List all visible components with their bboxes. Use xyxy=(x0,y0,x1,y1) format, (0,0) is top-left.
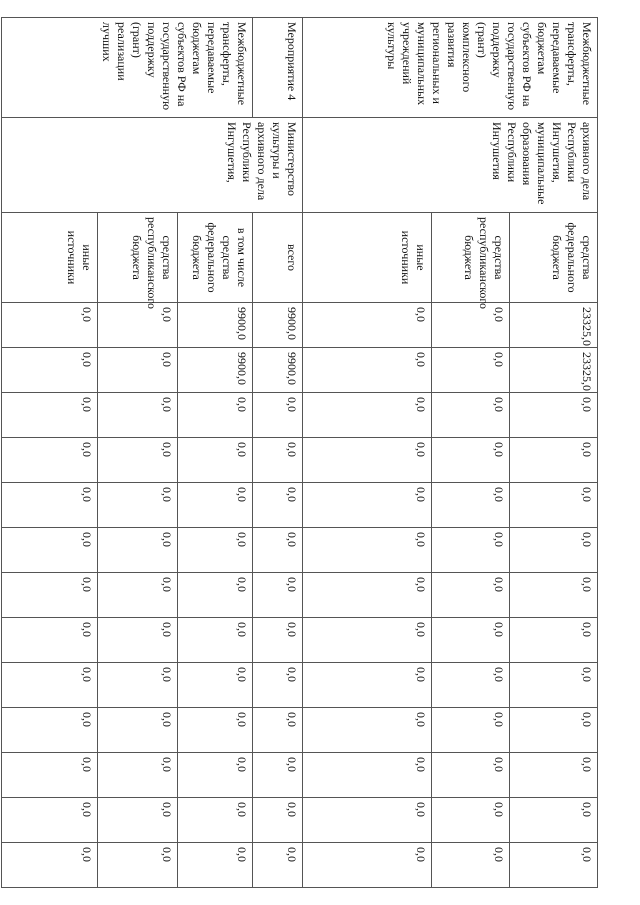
amount-cell: 0,0 xyxy=(432,483,510,528)
funding-source-label: средства федерального бюджета xyxy=(189,222,234,293)
amount-cell: 0,0 xyxy=(178,798,253,843)
funding-source-cell xyxy=(97,213,177,309)
amount-cell: 0,0 xyxy=(510,663,598,708)
amount-cell: 0,0 xyxy=(302,303,431,348)
amount-cell: 0,0 xyxy=(178,753,253,798)
amount-cell: 0,0 xyxy=(432,528,510,573)
amount-cell: 0,0 xyxy=(97,573,177,618)
event-name-cell: Мероприятие 4 xyxy=(252,18,302,118)
amount-cell: 0,0 xyxy=(302,528,431,573)
amount-cell: 0,0 xyxy=(510,438,598,483)
amount-cell: 0,0 xyxy=(178,528,253,573)
amount-cell: 0,0 xyxy=(432,618,510,663)
amount-cell: 0,0 xyxy=(432,753,510,798)
amount-cell: 0,0 xyxy=(252,393,302,438)
funding-source-cell xyxy=(252,213,302,303)
amount-cell: 0,0 xyxy=(97,843,177,888)
amount-cell: 0,0 xyxy=(2,483,98,528)
amount-cell: 9900,0 xyxy=(252,348,302,393)
amount-cell: 0,0 xyxy=(2,798,98,843)
amount-cell: 0,0 xyxy=(432,393,510,438)
amount-cell: 0,0 xyxy=(178,573,253,618)
amount-cell: 0,0 xyxy=(510,483,598,528)
amount-cell: 0,0 xyxy=(302,438,431,483)
amount-cell: 0,0 xyxy=(510,798,598,843)
funding-subheading: в том числе xyxy=(234,227,249,288)
amount-cell: 0,0 xyxy=(178,393,253,438)
amount-cell: 0,0 xyxy=(2,708,98,753)
amount-cell: 0,0 xyxy=(97,348,177,393)
amount-cell: 0,0 xyxy=(510,843,598,888)
funding-source-label: всего xyxy=(284,243,299,272)
amount-cell: 0,0 xyxy=(97,753,177,798)
amount-cell: 0,0 xyxy=(2,843,98,888)
amount-cell: 0,0 xyxy=(432,843,510,888)
amount-cell: 0,0 xyxy=(432,438,510,483)
funding-source-cell xyxy=(302,213,431,303)
amount-cell: 0,0 xyxy=(2,393,98,438)
amount-cell: 0,0 xyxy=(97,438,177,483)
amount-cell: 0,0 xyxy=(302,483,431,528)
amount-cell: 0,0 xyxy=(178,843,253,888)
amount-cell: 0,0 xyxy=(252,438,302,483)
amount-cell: 9900,0 xyxy=(178,303,253,348)
amount-cell: 0,0 xyxy=(302,708,431,753)
program-name-cell: Межбюджетные трансферты, передаваемые бюджетам субъектов РФ на государственную поддержку (грант) реализации лучших xyxy=(2,18,253,118)
amount-cell: 0,0 xyxy=(252,663,302,708)
amount-cell: 0,0 xyxy=(97,528,177,573)
amount-cell: 0,0 xyxy=(2,438,98,483)
budget-table xyxy=(1,17,598,888)
amount-cell: 0,0 xyxy=(2,663,98,708)
amount-cell: 0,0 xyxy=(178,618,253,663)
funding-source-cell xyxy=(2,213,98,303)
amount-cell: 0,0 xyxy=(510,618,598,663)
program-name-cell: Межбюджетные трансферты, передаваемые бюджетам субъектов РФ на государственную поддержку (грант) комплексного развития региональных и муниципальных учреждений культуры xyxy=(302,18,597,118)
amount-cell: 0,0 xyxy=(302,573,431,618)
amount-cell: 0,0 xyxy=(302,663,431,708)
amount-cell: 0,0 xyxy=(510,528,598,573)
amount-cell: 0,0 xyxy=(432,303,510,348)
amount-cell: 0,0 xyxy=(302,348,431,393)
funding-source-cell xyxy=(178,213,253,303)
amount-cell: 0,0 xyxy=(2,573,98,618)
amount-cell: 9900,0 xyxy=(252,303,302,348)
amount-cell: 0,0 xyxy=(97,303,177,348)
rotated-table-container xyxy=(1,17,598,882)
executor-cell: Министерство культуры и архивного дела Республики Ингушетия, xyxy=(2,118,303,213)
amount-cell: 0,0 xyxy=(510,393,598,438)
amount-cell: 0,0 xyxy=(432,573,510,618)
amount-cell: 0,0 xyxy=(97,798,177,843)
amount-cell: 0,0 xyxy=(510,708,598,753)
funding-source-label: средства республиканского бюджета xyxy=(462,217,506,309)
funding-source-label: средства республиканского бюджета xyxy=(130,217,175,309)
amount-cell: 0,0 xyxy=(178,663,253,708)
executor-cell: архивного дела Республики Ингушетия, муниципальные образования Республики Ингушетия xyxy=(302,118,597,213)
amount-cell: 0,0 xyxy=(2,528,98,573)
amount-cell: 0,0 xyxy=(302,393,431,438)
amount-cell: 0,0 xyxy=(252,753,302,798)
amount-cell: 0,0 xyxy=(302,843,431,888)
amount-cell: 0,0 xyxy=(252,483,302,528)
amount-cell: 0,0 xyxy=(252,798,302,843)
amount-cell: 0,0 xyxy=(252,528,302,573)
amount-cell: 0,0 xyxy=(432,348,510,393)
funding-source-label: иные источники xyxy=(64,230,94,285)
amount-cell: 9900,0 xyxy=(178,348,253,393)
amount-cell: 0,0 xyxy=(252,618,302,663)
amount-cell: 0,0 xyxy=(302,618,431,663)
amount-cell: 0,0 xyxy=(2,303,98,348)
amount-cell: 0,0 xyxy=(97,618,177,663)
amount-cell: 0,0 xyxy=(178,708,253,753)
amount-cell: 0,0 xyxy=(97,483,177,528)
amount-cell: 0,0 xyxy=(432,708,510,753)
amount-cell: 0,0 xyxy=(178,483,253,528)
amount-cell: 23325,0 xyxy=(510,348,598,393)
amount-cell: 0,0 xyxy=(252,573,302,618)
amount-cell: 0,0 xyxy=(302,798,431,843)
amount-cell: 0,0 xyxy=(97,708,177,753)
amount-cell: 0,0 xyxy=(97,393,177,438)
amount-cell: 0,0 xyxy=(2,348,98,393)
amount-cell: 0,0 xyxy=(510,573,598,618)
funding-source-label: средства федерального бюджета xyxy=(550,222,594,293)
table-row xyxy=(510,18,598,888)
table-row xyxy=(252,18,302,888)
funding-source-cell xyxy=(432,213,510,309)
amount-cell: 0,0 xyxy=(432,663,510,708)
funding-source-cell xyxy=(510,213,598,303)
amount-cell: 0,0 xyxy=(510,753,598,798)
amount-cell: 0,0 xyxy=(2,753,98,798)
amount-cell: 0,0 xyxy=(97,663,177,708)
amount-cell: 0,0 xyxy=(432,798,510,843)
amount-cell: 0,0 xyxy=(302,753,431,798)
amount-cell: 0,0 xyxy=(252,843,302,888)
amount-cell: 23325,0 xyxy=(510,303,598,348)
funding-source-label: иные источники xyxy=(399,230,429,285)
amount-cell: 0,0 xyxy=(2,618,98,663)
amount-cell: 0,0 xyxy=(252,708,302,753)
amount-cell: 0,0 xyxy=(178,438,253,483)
